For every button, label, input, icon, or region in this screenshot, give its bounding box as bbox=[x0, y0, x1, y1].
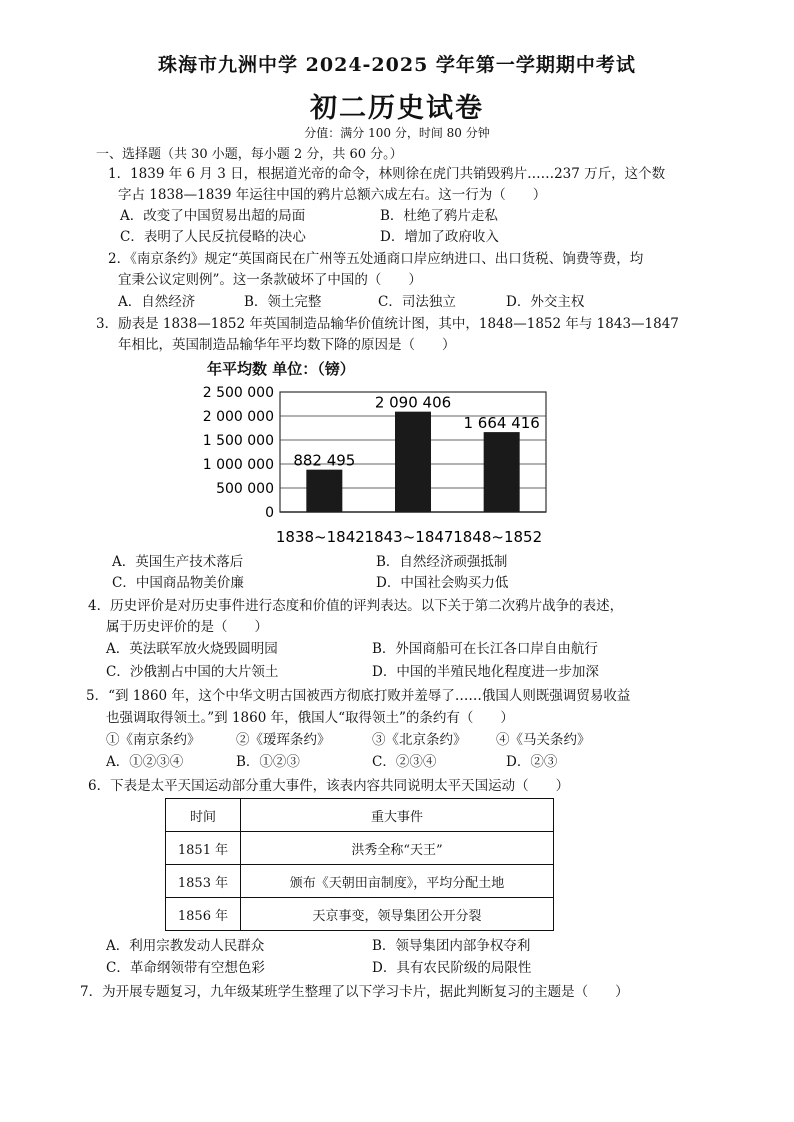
q6-stem: 6．下表是太平天国运动部分重大事件，该表内容共同说明太平天国运动（ ） bbox=[88, 778, 570, 794]
q4-stem-line2: 属于历史评价的是（ ） bbox=[106, 619, 268, 635]
table-header-event: 重大事件 bbox=[241, 799, 554, 832]
chart-x-tick-label: 1838~1842 bbox=[275, 528, 365, 546]
table-row bbox=[166, 832, 554, 865]
chart-y-tick-label: 2 000 000 bbox=[202, 409, 274, 425]
q6-option-a[interactable]: A．利用宗教发动人民群众 bbox=[106, 938, 265, 954]
q2-stem-line1: 2．《南京条约》规定“英国商民在广州等五处通商口岸应纳进口、出口货税、饷费等费，均 bbox=[108, 251, 644, 267]
paper-title: 初二历史试卷 bbox=[310, 93, 484, 124]
q1-option-d[interactable]: D．增加了政府收入 bbox=[380, 229, 499, 245]
table-cell-event: 洪秀全称“天王” bbox=[241, 832, 554, 865]
q2-option-a[interactable]: A．自然经济 bbox=[118, 294, 196, 310]
q4-stem-line1: 4．历史评价是对历史事件进行态度和价值的评判表达。以下关于第二次鸦片战争的表述， bbox=[88, 598, 624, 614]
q5-option-a[interactable]: A．①②③④ bbox=[106, 754, 184, 770]
q5-stem-line2: 也强调取得领土。”到 1860 年，俄国人“取得领土”的条约有（ ） bbox=[106, 710, 514, 726]
q2-option-b[interactable]: B．领土完整 bbox=[244, 294, 322, 310]
q3-option-a[interactable]: A．英国生产技术落后 bbox=[112, 554, 244, 570]
bar-chart bbox=[196, 380, 566, 550]
q5-option-d[interactable]: D．②③ bbox=[506, 754, 558, 770]
section-heading: 一、选择题（共 30 小题，每小题 2 分，共 60 分。） bbox=[96, 147, 403, 162]
q3-stem-line1: 3．励表是 1838—1852 年英国制造品输华价值统计图，其中，1848—1852 年与 1843—1847 bbox=[96, 316, 679, 332]
table-cell-event: 天京事变，领导集团公开分裂 bbox=[241, 898, 554, 931]
chart-y-tick-label: 500 000 bbox=[216, 481, 274, 497]
chart-y-tick-label: 1 500 000 bbox=[202, 433, 274, 449]
chart-bar bbox=[484, 432, 520, 512]
q3-option-b[interactable]: B．自然经济顽强抵制 bbox=[376, 554, 508, 570]
chart-value-label: 1 664 416 bbox=[463, 414, 540, 433]
q5-option-c[interactable]: C．②③④ bbox=[372, 754, 437, 770]
chart-x-tick-label: 1848~1852 bbox=[453, 528, 543, 546]
q4-option-c[interactable]: C．沙俄割占中国的大片领土 bbox=[106, 664, 279, 680]
q1-option-a[interactable]: A．改变了中国贸易出超的局面 bbox=[120, 208, 306, 224]
table-header-time: 时间 bbox=[166, 799, 241, 832]
table-row bbox=[166, 865, 554, 898]
chart-y-ticks bbox=[203, 385, 274, 521]
q5-option-b[interactable]: B．①②③ bbox=[236, 754, 300, 770]
q5-item-3: ③《北京条约》 bbox=[372, 732, 467, 748]
q6-option-b[interactable]: B．领导集团内部争权夺利 bbox=[372, 938, 531, 954]
chart-x-tick-label: 1843~1847 bbox=[364, 528, 454, 546]
q5-item-4: ④《马关条约》 bbox=[496, 732, 591, 748]
q6-option-d[interactable]: D．具有农民阶级的局限性 bbox=[372, 960, 532, 976]
table-header-row bbox=[166, 799, 554, 832]
q1-stem-line1: 1．1839 年 6 月 3 日，根据道光帝的命令，林则徐在虎门共销毁鸦片……237 万斤，这个数 bbox=[108, 166, 666, 182]
events-table bbox=[165, 798, 554, 931]
q2-option-c[interactable]: C．司法独立 bbox=[378, 294, 456, 310]
chart-y-tick-label: 0 bbox=[265, 505, 274, 521]
table-cell-time: 1856 年 bbox=[166, 898, 241, 931]
score-info: 分值：满分 100 分，时间 80 分钟 bbox=[304, 126, 490, 140]
q4-option-b[interactable]: B．外国商船可在长江各口岸自由航行 bbox=[372, 641, 598, 657]
chart-bar bbox=[395, 412, 431, 512]
table-cell-time: 1851 年 bbox=[166, 832, 241, 865]
chart-title: 年平均数 单位：（镑） bbox=[207, 360, 355, 378]
table-row bbox=[166, 898, 554, 931]
q1-option-b[interactable]: B．杜绝了鸦片走私 bbox=[380, 208, 498, 224]
chart-bar bbox=[306, 470, 342, 512]
q4-option-d[interactable]: D．中国的半殖民地化程度进一步加深 bbox=[372, 664, 599, 680]
chart-x-ticks bbox=[276, 528, 542, 546]
q1-option-c[interactable]: C．表明了人民反抗侵略的决心 bbox=[120, 229, 306, 245]
q3-option-d[interactable]: D．中国社会购买力低 bbox=[376, 575, 509, 591]
q5-item-1: ①《南京条约》 bbox=[106, 732, 201, 748]
table-cell-time: 1853 年 bbox=[166, 865, 241, 898]
q1-stem-line2: 字占 1838—1839 年运往中国的鸦片总额六成左右。这一行为（ ） bbox=[118, 187, 547, 203]
q4-option-a[interactable]: A．英法联军放火烧毁圆明园 bbox=[106, 641, 278, 657]
table-cell-event: 颁布《天朝田亩制度》，平均分配土地 bbox=[241, 865, 554, 898]
q3-option-c[interactable]: C．中国商品物美价廉 bbox=[112, 575, 244, 591]
chart-y-tick-label: 1 000 000 bbox=[202, 457, 274, 473]
q7-stem: 7．为开展专题复习，九年级某班学生整理了以下学习卡片，据此判断复习的主题是（ ） bbox=[80, 984, 629, 1000]
q2-stem-line2: 宜秉公议定则例”。这一条款破坏了中国的（ ） bbox=[118, 272, 422, 288]
q6-option-c[interactable]: C．革命纲领带有空想色彩 bbox=[106, 960, 265, 976]
q3-stem-line2: 年相比，英国制造品输华年平均数下降的原因是（ ） bbox=[118, 337, 456, 353]
chart-value-label: 882 495 bbox=[293, 451, 356, 470]
q5-stem-line1: 5．“到 1860 年，这个中华文明古国被西方彻底打败并羞辱了……俄国人则既强调贸易收益 bbox=[86, 688, 631, 704]
chart-y-tick-label: 2 500 000 bbox=[202, 385, 274, 401]
q2-option-d[interactable]: D．外交主权 bbox=[506, 294, 585, 310]
q5-item-2: ②《瑷珲条约》 bbox=[236, 732, 331, 748]
school-title: 珠海市九洲中学 2024-2025 学年第一学期期中考试 bbox=[158, 54, 636, 76]
chart-value-label: 2 090 406 bbox=[374, 393, 452, 412]
